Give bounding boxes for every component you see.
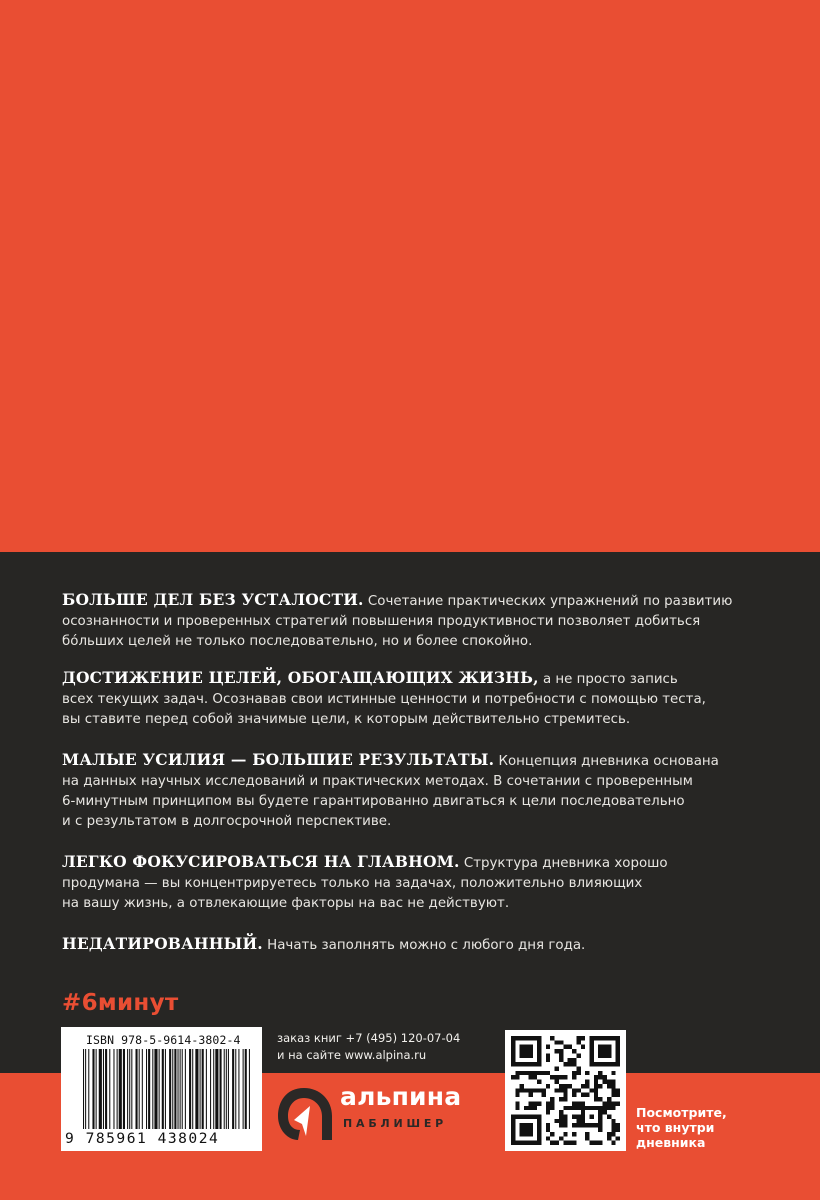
feature-line: осознанности и проверенных стратегий повышения продуктивности позволяет добиться [62,614,701,629]
barcode-icon [83,1049,253,1129]
feature-lead-2: ДОСТИЖЕНИЕ ЦЕЛЕЙ, ОБОГАЩАЮЩИХ ЖИЗНЬ, [62,668,539,687]
qr-code-icon [511,1036,620,1145]
feature-line: а не просто запись [542,672,678,687]
feature-lead-3: МАЛЫЕ УСИЛИЯ — БОЛЬШИЕ РЕЗУЛЬТАТЫ. [62,750,495,769]
qr-caption-line: Посмотрите, [636,1105,727,1120]
qr-caption-line: дневника [636,1135,706,1150]
feature-line: вы ставите перед собой значимые цели, к которым действительно стремитесь. [62,712,631,727]
feature-line: Начать заполнять можно с любого дня года. [267,938,586,953]
feature-line: всех текущих задач. Осознавав свои истинные ценности и потребности с помощью теста, [62,692,706,707]
qr-caption [636,1105,727,1150]
feature-line: на вашу жизнь, а отвлекающие факторы на вас не действуют. [62,896,510,911]
cover-top-panel [0,0,820,552]
feature-paragraph-1 [62,590,762,652]
feature-line: бóльших целей не только последовательно, но и более спокойно. [62,634,533,649]
feature-lead-4: ЛЕГКО ФОКУСИРОВАТЬСЯ НА ГЛАВНОМ. [62,852,460,871]
isbn-label: ISBN 978-5-9614-3802-4 [86,1033,241,1047]
publisher-name: альпина [340,1082,462,1111]
order-phone: заказ книг +7 (495) 120-07-04 [277,1031,461,1045]
alpina-logo-icon [276,1086,334,1142]
order-website: и на сайте www.alpina.ru [277,1048,427,1062]
feature-paragraph-3 [62,750,762,832]
feature-line: и с результатом в долгосрочной перспективе. [62,814,392,829]
feature-paragraph-5 [62,934,762,956]
feature-paragraph-2 [62,668,762,730]
isbn-barcode [61,1027,262,1151]
qr-code[interactable] [505,1030,626,1151]
feature-lead-1: БОЛЬШЕ ДЕЛ БЕЗ УСТАЛОСТИ. [62,590,364,609]
feature-line: Структура дневника хорошо [463,856,668,871]
publisher-subtitle: ПАБЛИШЕР [343,1117,448,1130]
feature-line: продумана — вы концентрируетесь только на задачах, положительно влияющих [62,876,643,891]
barcode-digits: 9 785961 438024 [65,1130,220,1147]
hashtag: #6минут [62,990,179,1016]
qr-caption-line: что внутри [636,1120,715,1135]
feature-lead-5: НЕДАТИРОВАННЫЙ. [62,934,263,953]
feature-line: Сочетание практических упражнений по развитию [367,594,733,609]
feature-line: 6-минутным принципом вы будете гарантированно двигаться к цели последовательно [62,794,685,809]
feature-line: Концепция дневника основана [498,754,719,769]
feature-paragraph-4 [62,852,762,914]
feature-line: на данных научных исследований и практических методах. В сочетании с проверенным [62,774,693,789]
